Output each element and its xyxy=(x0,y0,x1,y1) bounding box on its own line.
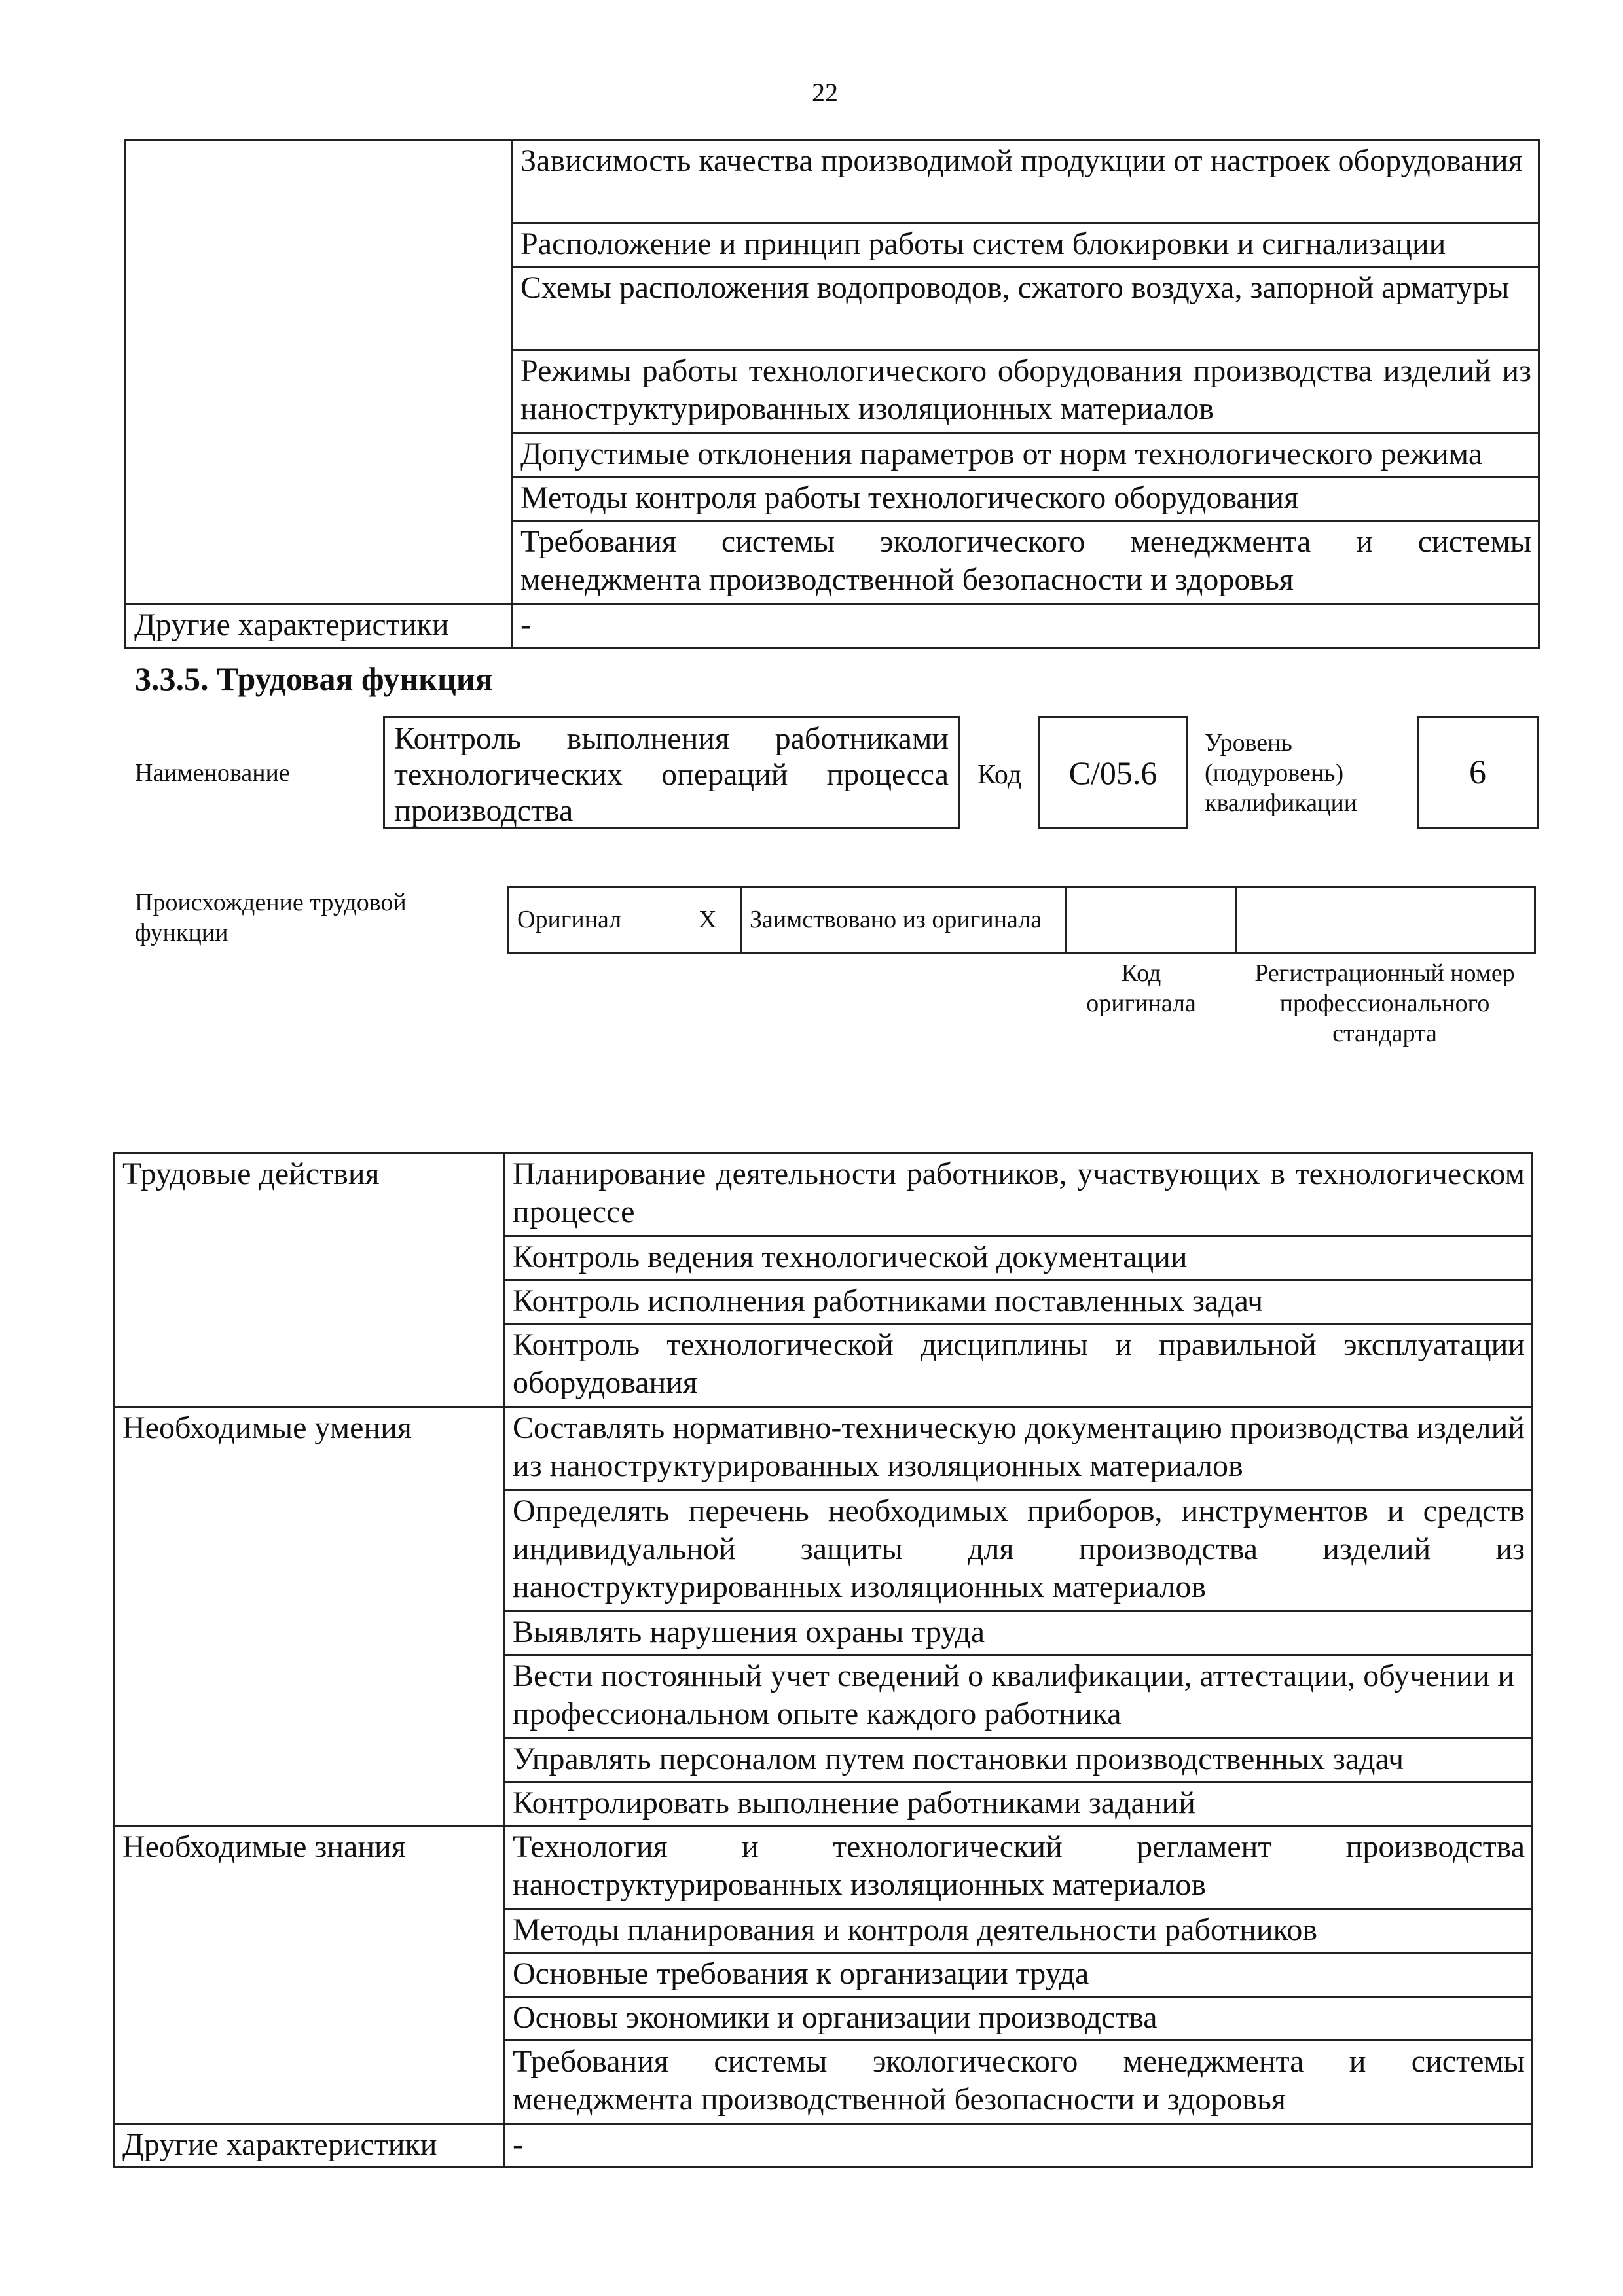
table-row: Планирование деятельности работников, участвующих в технологическом процессе xyxy=(504,1153,1533,1236)
other-characteristics-value: - xyxy=(504,2124,1533,2168)
knowledge-table-continued xyxy=(124,139,1540,649)
table-row: Основные требования к организации труда xyxy=(504,1953,1533,1997)
table-row: Требования системы экологического менеджмента и системы менеджмента производственной безопасности и здоровья xyxy=(512,521,1539,604)
table-row: Зависимость качества производимой продукции от настроек оборудования xyxy=(512,140,1539,223)
table-row: Методы планирования и контроля деятельности работников xyxy=(504,1909,1533,1953)
table-row: Управлять персоналом путем постановки производственных задач xyxy=(504,1738,1533,1782)
other-characteristics-label: Другие характеристики xyxy=(126,604,512,648)
registration-number-cell xyxy=(1237,887,1535,953)
table-row: Составлять нормативно-техническую документацию производства изделий из наноструктурированных изоляционных материалов xyxy=(504,1407,1533,1490)
original-label: Оригинал xyxy=(509,887,676,953)
required-skills-label: Необходимые умения xyxy=(114,1407,504,1826)
table-row: Определять перечень необходимых приборов, инструментов и средств индивидуальной защиты для производства изделий из наноструктурированных изоляционных материалов xyxy=(504,1490,1533,1611)
table-row: Контроль ведения технологической документации xyxy=(504,1236,1533,1280)
table-row: Вести постоянный учет сведений о квалификации, аттестации, обучении и профессиональном опыте каждого работника xyxy=(504,1655,1533,1738)
code-label: Код xyxy=(977,760,1022,790)
original-code-caption: Код оригинала xyxy=(1086,960,1196,1017)
table-row: Выявлять нарушения охраны труда xyxy=(504,1611,1533,1655)
qualification-level-box: 6 xyxy=(1417,716,1539,829)
other-characteristics-value: - xyxy=(512,604,1539,648)
labor-actions-label: Трудовые действия xyxy=(114,1153,504,1407)
table-row: Режимы работы технологического оборудования производства изделий из наноструктурированных изоляционных материалов xyxy=(512,350,1539,433)
code-box: С/05.6 xyxy=(1038,716,1188,829)
table-row: Расположение и принцип работы систем блокировки и сигнализации xyxy=(512,223,1539,267)
table-row: Контроль технологической дисциплины и правильной эксплуатации оборудования xyxy=(504,1324,1533,1407)
table-row: Контролировать выполнение работниками заданий xyxy=(504,1782,1533,1826)
table-row: Требования системы экологического менеджмента и системы менеджмента производственной безопасности и здоровья xyxy=(504,2041,1533,2124)
name-label: Наименование xyxy=(135,759,290,787)
origin-table xyxy=(507,886,1536,954)
empty-label-cell xyxy=(126,140,512,604)
other-characteristics-label: Другие характеристики xyxy=(114,2124,504,2168)
original-code-cell xyxy=(1067,887,1237,953)
original-mark: X xyxy=(676,887,741,953)
registration-number-caption: Регистрационный номер профессионального стандарта xyxy=(1254,960,1515,1047)
table-row: Схемы расположения водопроводов, сжатого воздуха, запорной арматуры xyxy=(512,267,1539,350)
table-row: Контроль исполнения работниками поставленных задач xyxy=(504,1280,1533,1324)
required-knowledge-label: Необходимые знания xyxy=(114,1826,504,2124)
origin-label: Происхождение трудовой функции xyxy=(135,889,407,946)
function-name-box: Контроль выполнения работниками технологических операций процесса производства xyxy=(383,716,960,829)
table-row: Методы контроля работы технологического оборудования xyxy=(512,477,1539,521)
table-row: Допустимые отклонения параметров от норм технологического режима xyxy=(512,433,1539,477)
borrowed-label: Заимствовано из оригинала xyxy=(741,887,1067,953)
labor-function-table xyxy=(113,1152,1533,2168)
table-row: Технология и технологический регламент производства наноструктурированных изоляционных материалов xyxy=(504,1826,1533,1909)
table-row: Основы экономики и организации производства xyxy=(504,1997,1533,2041)
section-title: 3.3.5. Трудовая функция xyxy=(135,660,493,697)
page-number: 22 xyxy=(812,78,838,107)
qualification-level-label: Уровень (подуровень) квалификации xyxy=(1205,729,1358,817)
